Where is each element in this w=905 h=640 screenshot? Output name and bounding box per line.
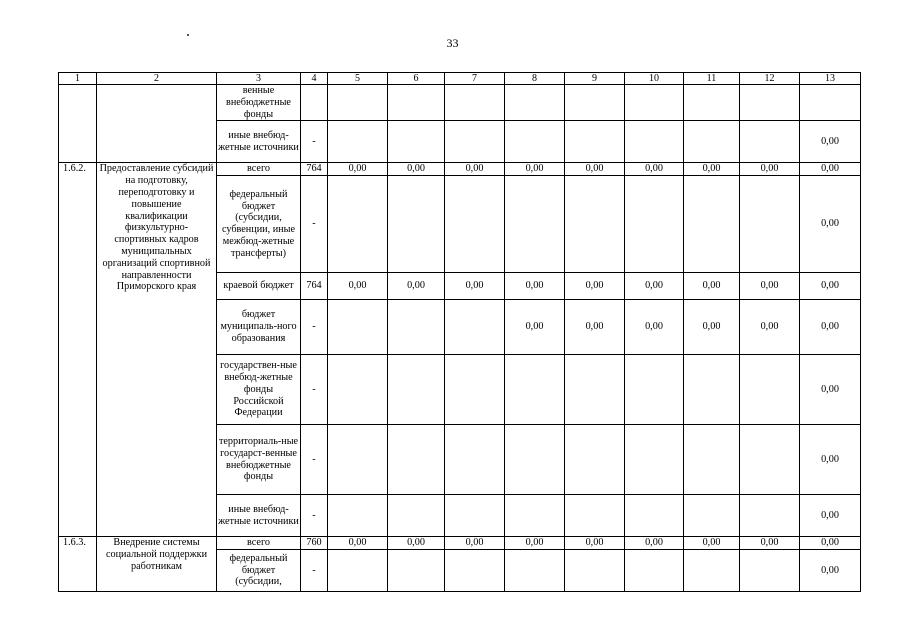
funding-source: федеральный бюджет (субсидии, субвенции, иные межбюд-жетные трансферты) — [217, 176, 301, 273]
table-row — [59, 163, 861, 176]
amount-cell: 0,00 — [565, 273, 625, 300]
amount-cell: 0,00 — [505, 163, 565, 176]
header-row — [59, 73, 861, 85]
budget-table — [58, 72, 861, 592]
department-code: - — [301, 121, 328, 163]
header-cell: 4 — [301, 73, 328, 85]
department-code: 764 — [301, 273, 328, 300]
header-cell: 8 — [505, 73, 565, 85]
amount-cell: 0,00 — [445, 273, 505, 300]
amount-cell: 0,00 — [800, 121, 861, 163]
header-cell: 2 — [97, 73, 217, 85]
funding-source: краевой бюджет — [217, 273, 301, 300]
amount-cell — [625, 121, 684, 163]
amount-cell — [505, 425, 565, 495]
scan-speck — [187, 34, 189, 36]
amount-cell — [684, 355, 740, 425]
amount-cell — [505, 85, 565, 121]
amount-cell — [445, 549, 505, 591]
amount-cell — [565, 549, 625, 591]
amount-cell: 0,00 — [505, 537, 565, 550]
amount-cell: 0,00 — [740, 163, 800, 176]
department-code: - — [301, 549, 328, 591]
amount-cell: 0,00 — [388, 163, 445, 176]
amount-cell: 0,00 — [565, 300, 625, 355]
amount-cell — [328, 121, 388, 163]
table-row — [59, 537, 861, 550]
amount-cell — [505, 549, 565, 591]
amount-cell — [684, 85, 740, 121]
header-cell: 10 — [625, 73, 684, 85]
amount-cell — [684, 549, 740, 591]
amount-cell — [505, 495, 565, 537]
amount-cell: 0,00 — [445, 537, 505, 550]
amount-cell — [388, 495, 445, 537]
amount-cell: 0,00 — [800, 425, 861, 495]
header-cell: 3 — [217, 73, 301, 85]
page-number: 33 — [446, 36, 459, 50]
amount-cell: 0,00 — [565, 537, 625, 550]
amount-cell — [445, 495, 505, 537]
funding-source: всего — [217, 537, 301, 550]
amount-cell: 0,00 — [800, 163, 861, 176]
amount-cell: 0,00 — [800, 495, 861, 537]
amount-cell — [505, 355, 565, 425]
amount-cell — [505, 121, 565, 163]
amount-cell — [388, 176, 445, 273]
amount-cell: 0,00 — [740, 537, 800, 550]
amount-cell: 0,00 — [800, 549, 861, 591]
amount-cell — [684, 495, 740, 537]
amount-cell — [684, 176, 740, 273]
amount-cell — [388, 355, 445, 425]
department-code: - — [301, 495, 328, 537]
department-code: 760 — [301, 537, 328, 550]
amount-cell — [625, 355, 684, 425]
amount-cell: 0,00 — [800, 273, 861, 300]
amount-cell: 0,00 — [625, 163, 684, 176]
funding-source: федеральный бюджет (субсидии, — [217, 549, 301, 591]
amount-cell — [565, 176, 625, 273]
funding-source: иные внебюд-жетные источники — [217, 121, 301, 163]
amount-cell: 0,00 — [800, 355, 861, 425]
funding-source: государствен-ные внебюд-жетные фонды Российской Федерации — [217, 355, 301, 425]
amount-cell: 0,00 — [388, 537, 445, 550]
amount-cell: 0,00 — [800, 176, 861, 273]
amount-cell — [625, 549, 684, 591]
amount-cell — [740, 85, 800, 121]
amount-cell: 0,00 — [684, 163, 740, 176]
amount-cell — [328, 425, 388, 495]
amount-cell: 0,00 — [684, 537, 740, 550]
row-name: Внедрение системы социальной поддержки работникам — [97, 537, 217, 592]
amount-cell: 0,00 — [328, 163, 388, 176]
amount-cell: 0,00 — [800, 537, 861, 550]
row-code: 1.6.3. — [59, 537, 97, 592]
amount-cell: 0,00 — [388, 273, 445, 300]
header-cell: 7 — [445, 73, 505, 85]
amount-cell — [684, 425, 740, 495]
amount-cell — [684, 121, 740, 163]
row-code: 1.6.2. — [59, 163, 97, 537]
amount-cell: 0,00 — [625, 300, 684, 355]
amount-cell: 0,00 — [684, 273, 740, 300]
amount-cell — [740, 355, 800, 425]
row-code — [59, 85, 97, 163]
amount-cell — [625, 176, 684, 273]
amount-cell: 0,00 — [328, 537, 388, 550]
amount-cell — [625, 425, 684, 495]
amount-cell: 0,00 — [565, 163, 625, 176]
amount-cell: 0,00 — [505, 300, 565, 355]
amount-cell — [740, 495, 800, 537]
amount-cell — [445, 85, 505, 121]
amount-cell: 0,00 — [505, 273, 565, 300]
amount-cell — [388, 425, 445, 495]
department-code: - — [301, 300, 328, 355]
funding-source: территориаль-ные государст-венные внебюджетные фонды — [217, 425, 301, 495]
funding-source: венные внебюджетные фонды — [217, 85, 301, 121]
amount-cell — [800, 85, 861, 121]
amount-cell: 0,00 — [740, 300, 800, 355]
amount-cell — [328, 495, 388, 537]
amount-cell — [740, 549, 800, 591]
amount-cell — [565, 495, 625, 537]
amount-cell — [445, 355, 505, 425]
amount-cell — [328, 355, 388, 425]
header-cell: 11 — [684, 73, 740, 85]
department-code: - — [301, 355, 328, 425]
amount-cell — [388, 300, 445, 355]
amount-cell — [445, 425, 505, 495]
amount-cell — [740, 176, 800, 273]
amount-cell — [328, 85, 388, 121]
amount-cell — [565, 121, 625, 163]
amount-cell — [328, 300, 388, 355]
amount-cell — [625, 85, 684, 121]
amount-cell — [445, 176, 505, 273]
amount-cell — [505, 176, 565, 273]
amount-cell: 0,00 — [740, 273, 800, 300]
funding-source: всего — [217, 163, 301, 176]
amount-cell — [445, 121, 505, 163]
amount-cell: 0,00 — [445, 163, 505, 176]
header-cell: 13 — [800, 73, 861, 85]
header-cell: 6 — [388, 73, 445, 85]
amount-cell — [565, 355, 625, 425]
amount-cell — [740, 121, 800, 163]
row-name — [97, 85, 217, 163]
department-code: 764 — [301, 163, 328, 176]
amount-cell: 0,00 — [625, 537, 684, 550]
department-code: - — [301, 425, 328, 495]
header-cell: 1 — [59, 73, 97, 85]
funding-source: бюджет муниципаль-ного образования — [217, 300, 301, 355]
amount-cell — [625, 495, 684, 537]
amount-cell: 0,00 — [800, 300, 861, 355]
amount-cell: 0,00 — [684, 300, 740, 355]
department-code — [301, 85, 328, 121]
amount-cell — [445, 300, 505, 355]
header-cell: 12 — [740, 73, 800, 85]
amount-cell — [388, 85, 445, 121]
header-cell: 5 — [328, 73, 388, 85]
amount-cell — [565, 85, 625, 121]
amount-cell — [328, 176, 388, 273]
funding-source: иные внебюд-жетные источники — [217, 495, 301, 537]
amount-cell — [740, 425, 800, 495]
amount-cell: 0,00 — [625, 273, 684, 300]
amount-cell: 0,00 — [328, 273, 388, 300]
header-cell: 9 — [565, 73, 625, 85]
amount-cell — [388, 121, 445, 163]
department-code: - — [301, 176, 328, 273]
amount-cell — [328, 549, 388, 591]
amount-cell — [565, 425, 625, 495]
row-name: Предоставление субсидий на подготовку, переподготовку и повышение квалификации физкультурно-спортивных кадров муниципальных организаций спортивной направленности Приморского края — [97, 163, 217, 537]
table-row — [59, 85, 861, 121]
amount-cell — [388, 549, 445, 591]
